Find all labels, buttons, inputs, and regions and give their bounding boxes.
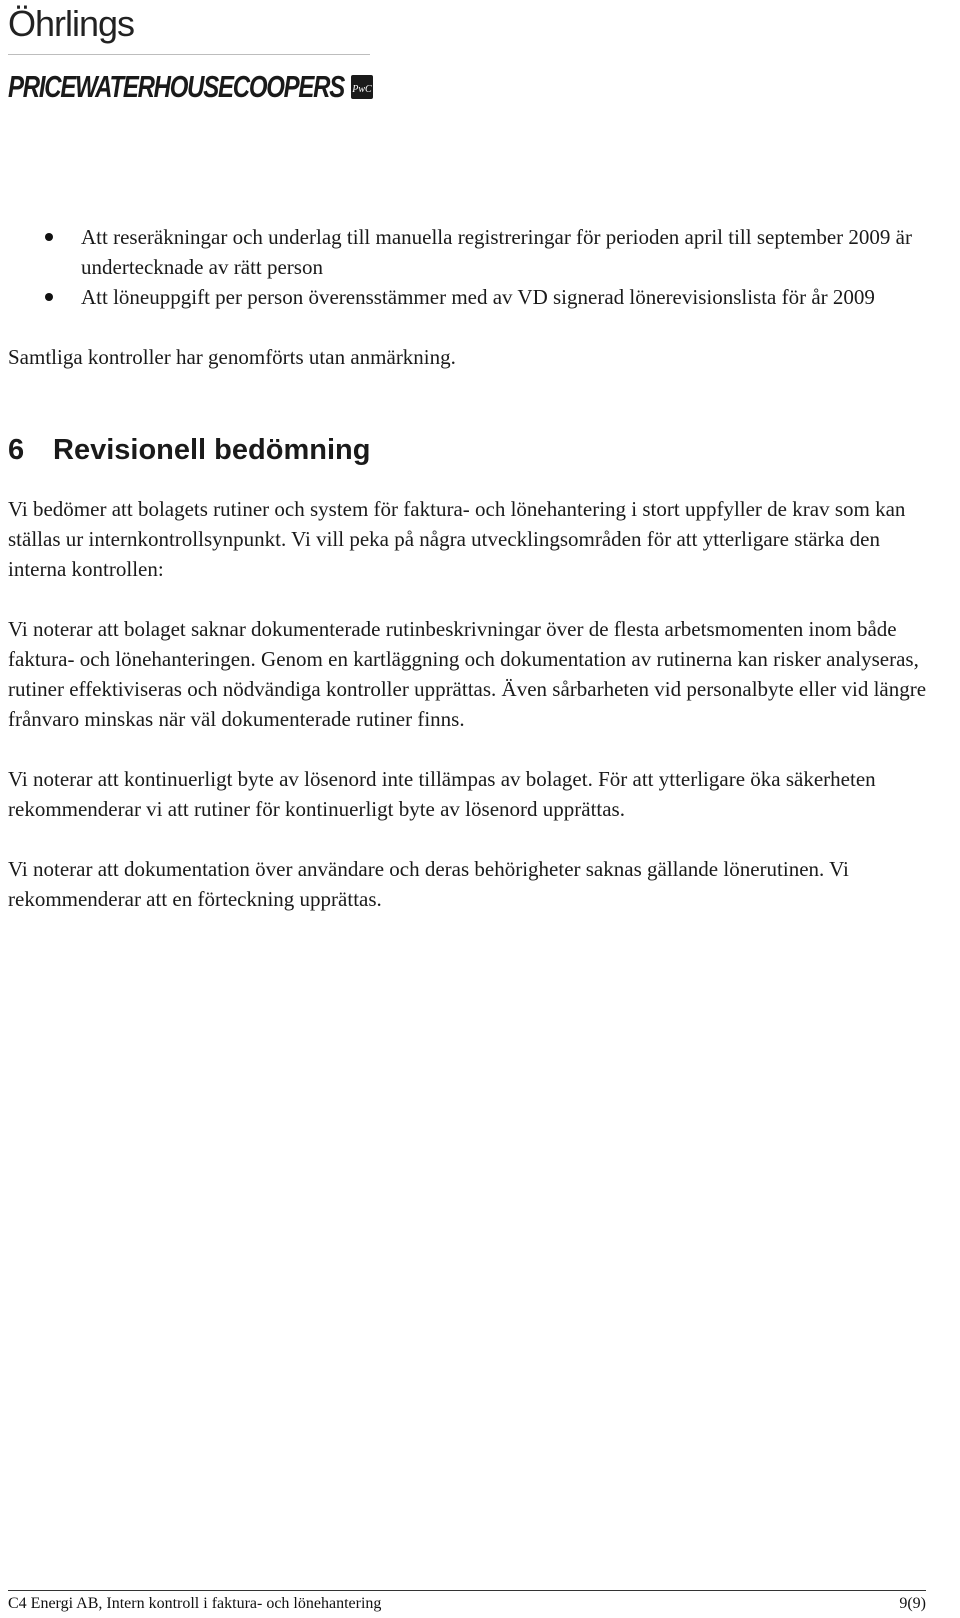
page-footer — [8, 1590, 926, 1613]
letterhead — [8, 4, 378, 105]
footer-document-title: C4 Energi AB, Intern kontroll i faktura- och lönehantering — [8, 1595, 382, 1612]
body-paragraph: Vi noterar att dokumentation över användare och deras behörigheter saknas gällande lönerutinen. Vi rekommenderar att en förteckning upprättas. — [8, 857, 849, 911]
list-item-text: Att löneuppgift per person överensstämmer med av VD signerad lönerevisionslista för år 2009 — [81, 285, 875, 309]
header-divider — [8, 54, 370, 55]
body-paragraph: Vi bedömer att bolagets rutiner och system för faktura- och lönehantering i stort uppfyller de krav som kan ställas ur internkontrollsynpunkt. Vi vill peka på några utvecklingsområden för att ytterligare stärka den interna kontrollen: — [8, 497, 906, 581]
bullet-icon — [45, 293, 53, 301]
list-item — [8, 222, 928, 282]
logo-mark: PwC — [352, 84, 372, 95]
summary-text: Samtliga kontroller har genomförts utan anmärkning. — [8, 345, 456, 369]
page-number: 9(9) — [899, 1595, 926, 1612]
section-title: Revisionell bedömning — [53, 434, 371, 466]
body-paragraph: Vi noterar att kontinuerligt byte av lösenord inte tillämpas av bolaget. För att ytterligare öka säkerheten rekommenderar vi att rutiner för kontinuerligt byte av lösenord upprättas. — [8, 767, 876, 821]
list-item — [8, 282, 928, 312]
document-body — [8, 222, 928, 914]
bullet-list — [8, 222, 928, 312]
firm-name: Öhrlings — [8, 3, 135, 44]
section-number: 6 — [8, 434, 25, 466]
logo-wordmark: PRICEWATERHOUSECOOPERS — [8, 69, 346, 104]
list-item-text: Att reseräkningar och underlag till manuella registreringar för perioden april till september 2009 är undertecknade av rätt person — [81, 225, 912, 279]
bullet-icon — [45, 233, 53, 241]
body-paragraph: Vi noterar att bolaget saknar dokumenterade rutinbeskrivningar över de flesta arbetsmomenten inom både faktura- och lönehanteringen. Genom en kartläggning och dokumentation av rutinerna kan risker analyseras, rutiner effektiviseras och nödvändiga kontroller upprättas. Även sårbarheten vid personalbyte eller vid längre frånvaro minskas när väl dokumenterade rutiner finns. — [8, 617, 927, 731]
pwc-logo — [8, 63, 378, 105]
section-heading — [8, 433, 928, 467]
